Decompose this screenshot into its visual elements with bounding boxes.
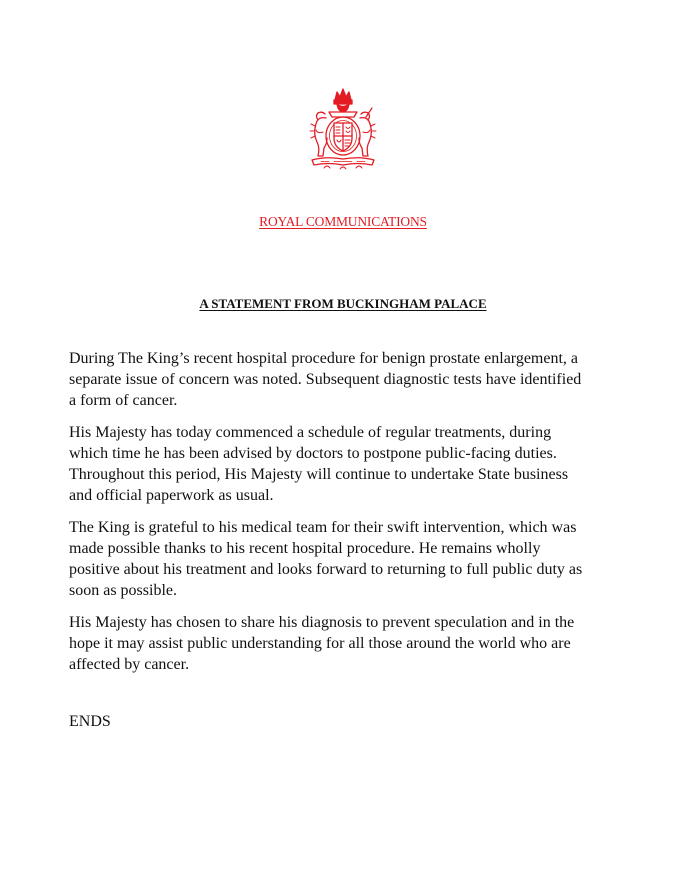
statement-body bbox=[69, 348, 619, 686]
statement-paragraph: The King is grateful to his medical team for their swift intervention, which was made possible thanks to his recent hospital procedure. He remains wholly positive about his treatment and looks forward to returning to full public duty as soon as possible. bbox=[69, 519, 583, 599]
statement-title: A STATEMENT FROM BUCKINGHAM PALACE bbox=[199, 296, 487, 311]
statement-paragraph: During The King’s recent hospital procedure for benign prostate enlargement, a separate issue of concern was noted. Subsequent diagnostic tests have identified a form of cancer. bbox=[69, 350, 582, 409]
statement-paragraph: His Majesty has chosen to share his diagnosis to prevent speculation and in the hope it may assist public understanding for all those around the world who are affected by cancer. bbox=[69, 614, 575, 673]
statement-paragraph: His Majesty has today commenced a schedule of regular treatments, during which time he has been advised by doctors to postpone public-facing duties. Throughout this period, His Majesty will continue to undertake State business and official paperwork as usual. bbox=[69, 424, 569, 504]
royal-communications-label: ROYAL COMMUNICATIONS bbox=[259, 214, 427, 229]
royal-coat-of-arms-icon bbox=[296, 86, 390, 172]
ends-marker: ENDS bbox=[69, 713, 111, 730]
